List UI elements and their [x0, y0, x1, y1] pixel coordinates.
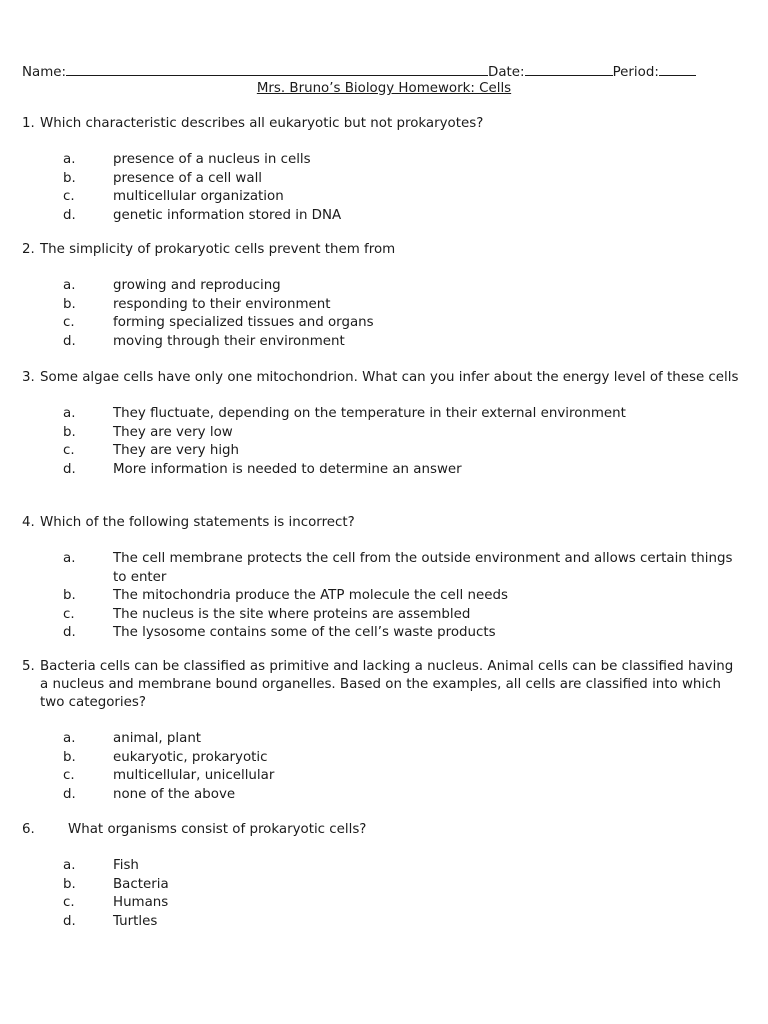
answer-option — [22, 730, 742, 749]
option-letter: a. — [63, 858, 76, 873]
option-letter: c. — [63, 189, 75, 204]
student-info-line — [22, 62, 696, 82]
option-text: multicellular organization — [113, 189, 284, 204]
option-text: genetic information stored in DNA — [113, 207, 342, 223]
answer-options — [22, 151, 742, 225]
option-text: animal, plant — [113, 731, 202, 746]
answer-options — [22, 857, 742, 931]
option-text: More information is needed to determine an answer — [113, 461, 462, 477]
question-text: Which of the following statements is incorrect? — [40, 515, 355, 530]
option-letter: c. — [63, 443, 75, 458]
name-label: Name: — [22, 65, 67, 80]
answer-option — [22, 333, 742, 352]
option-text: Turtles — [113, 913, 158, 929]
option-letter: b. — [63, 170, 76, 186]
option-text: Bacteria — [113, 876, 169, 892]
option-letter: d. — [63, 333, 76, 349]
answer-option — [22, 606, 742, 625]
option-text: Fish — [113, 858, 139, 873]
question-text: The simplicity of prokaryotic cells prevent them from — [40, 242, 396, 257]
option-letter: d. — [63, 913, 76, 929]
page-title: Mrs. Bruno’s Biology Homework: Cells — [256, 81, 512, 96]
question-number: 3. — [22, 370, 35, 385]
question-1 — [22, 115, 742, 225]
option-letter: b. — [63, 296, 76, 312]
option-letter: b. — [63, 424, 76, 440]
option-text: none of the above — [113, 786, 236, 802]
option-letter: b. — [63, 588, 76, 603]
answer-option — [22, 767, 742, 786]
question-text: Bacteria cells can be classified as primitive and lacking a nucleus. Animal cells can be classified having a nucleus and membrane bound organelles. Based on the examples, all cells are classified into which two categories? — [40, 659, 734, 710]
answer-option — [22, 296, 742, 315]
question-stem — [22, 658, 742, 712]
option-letter: d. — [63, 786, 76, 802]
option-letter: a. — [63, 731, 76, 746]
option-text: multicellular, unicellular — [113, 768, 275, 783]
question-number: 5. — [22, 659, 35, 674]
answer-option — [22, 151, 742, 170]
answer-option — [22, 876, 742, 895]
answer-option — [22, 624, 742, 643]
option-letter: c. — [63, 606, 75, 622]
option-text: growing and reproducing — [113, 278, 281, 293]
option-text: They are very high — [113, 443, 240, 458]
question-stem — [22, 514, 742, 532]
period-label: Period: — [612, 65, 659, 80]
answer-option — [22, 170, 742, 189]
option-letter: a. — [63, 551, 76, 566]
question-text: Which characteristic describes all eukaryotic but not prokaryotes? — [40, 116, 484, 131]
answer-option — [22, 207, 742, 226]
question-3 — [22, 369, 742, 479]
question-stem — [22, 369, 742, 387]
answer-option — [22, 894, 742, 913]
option-letter: b. — [63, 876, 76, 892]
question-6 — [22, 821, 742, 931]
option-text: The mitochondria produce the ATP molecule the cell needs — [113, 588, 508, 603]
date-blank — [525, 62, 613, 76]
option-text: responding to their environment — [113, 296, 331, 312]
date-label: Date: — [488, 65, 525, 80]
question-5 — [22, 658, 742, 804]
answer-option — [22, 277, 742, 296]
option-letter: a. — [63, 406, 76, 421]
option-text: eukaryotic, prokaryotic — [113, 749, 268, 765]
option-letter: b. — [63, 749, 76, 765]
option-letter: a. — [63, 152, 76, 167]
question-2 — [22, 241, 742, 351]
option-text: The nucleus is the site where proteins are assembled — [113, 606, 471, 622]
option-letter: d. — [63, 625, 76, 640]
question-text: Some algae cells have only one mitochondrion. What can you infer about the energy level of these cells — [40, 370, 739, 385]
question-stem — [22, 821, 742, 839]
option-text: They are very low — [113, 424, 233, 440]
question-text: What organisms consist of prokaryotic cells? — [68, 822, 367, 837]
question-number: 1. — [22, 116, 35, 131]
option-text: moving through their environment — [113, 333, 345, 349]
answer-option — [22, 587, 742, 606]
option-letter: d. — [63, 461, 76, 477]
option-text: forming specialized tissues and organs — [113, 315, 374, 330]
question-4 — [22, 514, 742, 643]
answer-options — [22, 730, 742, 804]
option-letter: d. — [63, 207, 76, 223]
answer-options — [22, 405, 742, 479]
answer-option — [22, 188, 742, 207]
option-letter: c. — [63, 768, 75, 783]
answer-option — [22, 749, 742, 768]
period-blank — [659, 62, 696, 76]
option-text: presence of a cell wall — [113, 170, 263, 186]
answer-option — [22, 857, 742, 876]
name-blank — [66, 62, 488, 76]
question-number: 6. — [22, 822, 35, 837]
question-stem — [22, 115, 742, 133]
question-number: 2. — [22, 242, 35, 257]
question-number: 4. — [22, 515, 35, 530]
answer-option — [22, 786, 742, 805]
option-letter: c. — [63, 895, 75, 910]
answer-option — [22, 405, 742, 424]
option-text: The lysosome contains some of the cell’s waste products — [113, 625, 496, 640]
option-text: Humans — [113, 895, 169, 910]
answer-option — [22, 461, 742, 480]
answer-options — [22, 277, 742, 351]
answer-option — [22, 550, 742, 587]
option-text: The cell membrane protects the cell from the outside environment and allows certain things to enter — [113, 551, 733, 585]
answer-option — [22, 424, 742, 443]
answer-option — [22, 442, 742, 461]
question-stem — [22, 241, 742, 259]
answer-options — [22, 550, 742, 643]
option-text: They fluctuate, depending on the temperature in their external environment — [113, 406, 626, 421]
option-letter: a. — [63, 278, 76, 293]
option-letter: c. — [63, 315, 75, 330]
answer-option — [22, 314, 742, 333]
option-text: presence of a nucleus in cells — [113, 152, 311, 167]
answer-option — [22, 913, 742, 932]
